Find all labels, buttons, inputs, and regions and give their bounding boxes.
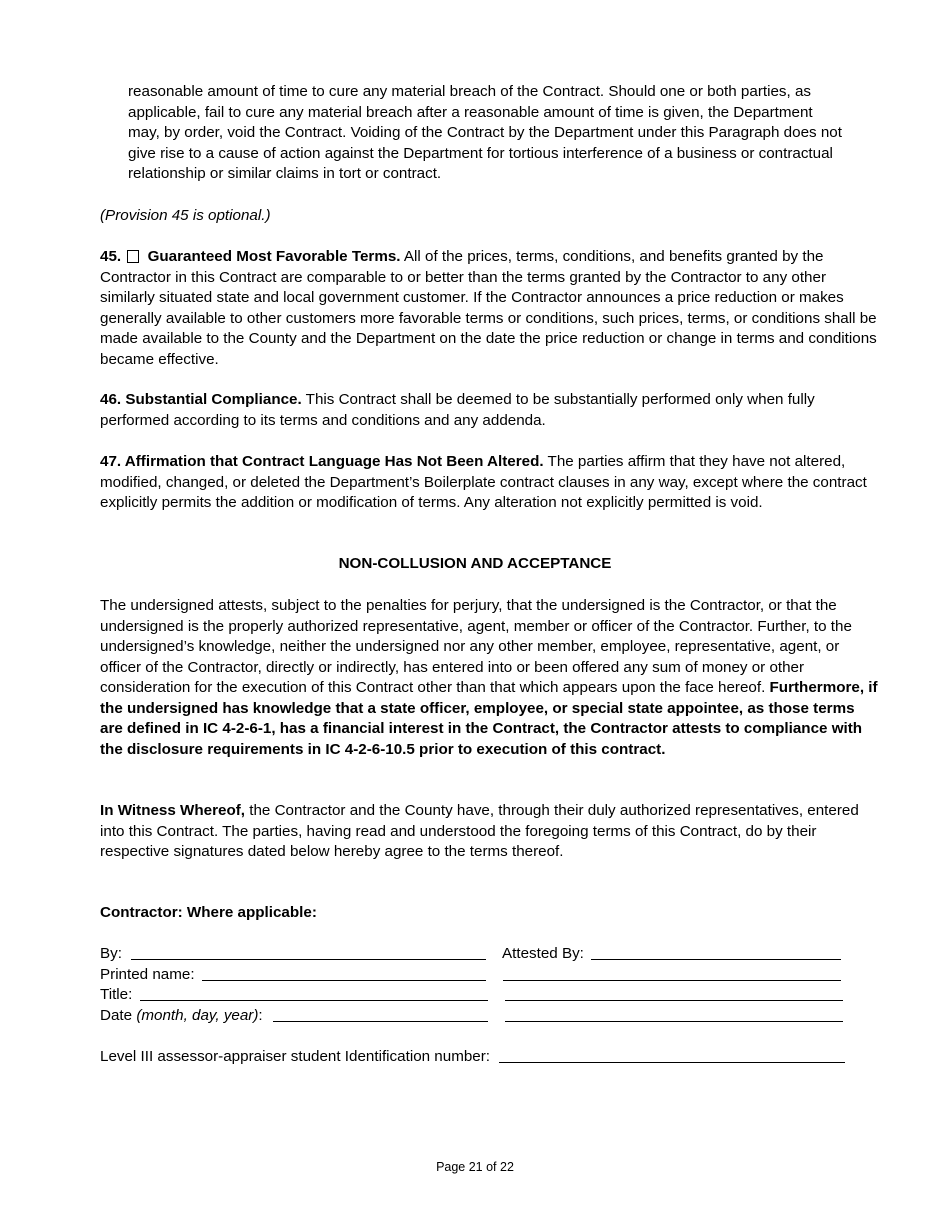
- attested-by-line[interactable]: [591, 944, 841, 960]
- printed-name-label: Printed name:: [100, 966, 195, 983]
- optional-note: (Provision 45 is optional.): [100, 207, 271, 224]
- signature-row-by: [100, 944, 860, 964]
- provision-45-title: Guaranteed Most Favorable Terms.: [147, 248, 401, 265]
- title-line[interactable]: [140, 985, 488, 1001]
- attester-printed-name-line[interactable]: [503, 965, 841, 981]
- noncollusion-paragraph: [100, 596, 880, 760]
- witness-title: In Witness Whereof,: [100, 802, 246, 819]
- provision-46-body: This Contract shall be deemed to be substantially performed only when fully performed according to its terms and conditions and any addenda.: [100, 391, 815, 429]
- signature-heading: Contractor: Where applicable:: [100, 904, 317, 921]
- by-label: By:: [100, 945, 122, 962]
- provision-46: [100, 390, 880, 431]
- noncollusion-body: The undersigned attests, subject to the penalties for perjury, that the undersigned is the Contractor, or that the undersigned is the properly authorized representative, agent, member or officer of the Contractor. Further, to the undersigned’s knowledge, neither the undersigned nor any other member, employee, representative, agent, or officer of the Contractor, directly or indirectly, has entered into or been offered any sum of money or other consideration for the execution of this Contract other than that which appears upon the face hereof.: [100, 597, 852, 696]
- date-line[interactable]: [273, 1006, 488, 1022]
- signature-row-title: [100, 985, 860, 1005]
- provision-45: [100, 247, 880, 370]
- date-label: [100, 1006, 263, 1027]
- student-id-label: Level III assessor-appraiser student Identification number:: [100, 1048, 491, 1065]
- noncollusion-bold: Furthermore, if the undersigned has knowledge that a state officer, employee, or special state appointee, as those terms are defined in IC 4-2-6-1, has a financial interest in the Contract, the Contractor attests to compliance with the disclosure requirements in IC 4-2-6-10.5 prior to execution of this contract.: [100, 679, 878, 758]
- student-id-line[interactable]: [499, 1047, 845, 1063]
- title-label: Title:: [100, 986, 133, 1003]
- signature-row-date: [100, 1006, 860, 1026]
- provision-46-title: 46. Substantial Compliance.: [100, 391, 302, 408]
- attester-title-line[interactable]: [505, 985, 843, 1001]
- provision-47: [100, 452, 880, 514]
- provision-47-body: The parties affirm that they have not altered, modified, changed, or deleted the Department’s Boilerplate contract clauses in any way, except where the contract explicitly permits the addition or modification of terms. Any alteration not explicitly permitted is void.: [100, 453, 867, 511]
- witness-body: the Contractor and the County have, through their duly authorized representatives, entered into this Contract. The parties, having read and understood the foregoing terms of this Contract, do by their respective signatures dated below hereby agree to the terms thereof.: [100, 802, 859, 860]
- date-hint: (month, day, year): [136, 1007, 259, 1024]
- provision-45-number: 45.: [100, 248, 122, 265]
- attester-date-line[interactable]: [505, 1006, 843, 1022]
- page-number: Page 21 of 22: [436, 1160, 514, 1174]
- section-heading: NON-COLLUSION AND ACCEPTANCE: [338, 555, 612, 572]
- witness-paragraph: [100, 801, 880, 863]
- date-label-text: Date: [100, 1007, 137, 1024]
- provision-45-body: All of the prices, terms, conditions, and benefits granted by the Contractor in this Contract are comparable to or better than the terms granted by the Contractor to any other similarly situated state and local government customer. If the Contractor announces a price reduction or makes generally available to other customers more favorable terms or conditions, such prices, terms, or conditions shall be made available to the County and the Department on the date the price reduction or change in terms and conditions became effective.: [100, 248, 877, 368]
- provision-45-checkbox[interactable]: [127, 250, 139, 263]
- continuation-paragraph: reasonable amount of time to cure any material breach of the Contract. Should one or both parties, as applicable, fail to cure any material breach after a reasonable amount of time is given, the Department may, by order, void the Contract. Voiding of the Contract by the Department under this Paragraph does not give rise to a cause of action against the Department for tortious interference of a business or contractual relationship or similar claims in tort or contract.: [128, 83, 842, 182]
- date-colon: :: [258, 1007, 263, 1024]
- signature-row-printed-name: [100, 965, 860, 985]
- attested-by-label: Attested By:: [502, 945, 584, 962]
- printed-name-line[interactable]: [202, 965, 486, 981]
- provision-47-title: 47. Affirmation that Contract Language Has Not Been Altered.: [100, 453, 544, 470]
- by-signature-line[interactable]: [131, 944, 486, 960]
- signature-row-student-id: [100, 1047, 860, 1067]
